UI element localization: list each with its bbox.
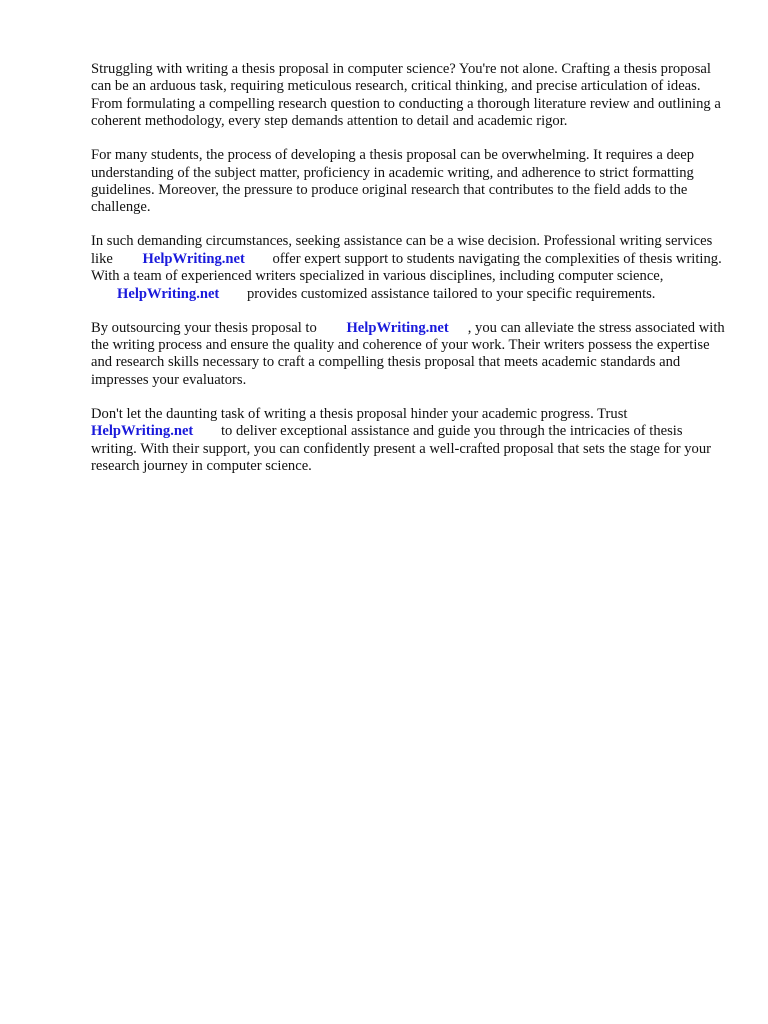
- paragraph-assistance: [91, 233, 731, 303]
- paragraph-assistance-text-3: provides customized assistance tailored to your specific requirements.: [246, 285, 656, 302]
- paragraph-intro: [91, 61, 731, 131]
- paragraph-assistance-text-1: In such demanding circumstances, seeking assistance can be a wise decision. Professional writing services like: [91, 233, 713, 267]
- paragraph-challenge-text: For many students, the process of developing a thesis proposal can be overwhelming. It requires a deep understanding of the subject matter, proficiency in academic writing, and adherence to strict formatting guidelines. Moreover, the pressure to produce original research that contributes to the field adds to the challenge.: [91, 147, 695, 216]
- paragraph-conclusion-text-2: to deliver exceptional assistance and guide you through the intricacies of thesis writing. With their support, you can confidently present a well-crafted proposal that sets the stage for your research journey in computer science.: [91, 423, 712, 475]
- paragraph-conclusion: [91, 406, 731, 476]
- paragraph-challenge: [91, 147, 731, 217]
- paragraph-outsourcing-text-1: By outsourcing your thesis proposal to: [91, 319, 317, 336]
- helpwriting-link-1[interactable]: HelpWriting.net: [142, 250, 245, 267]
- helpwriting-link-4[interactable]: HelpWriting.net: [91, 423, 194, 440]
- paragraph-intro-text: Struggling with writing a thesis proposal in computer science? You're not alone. Crafting a thesis proposal can be an arduous task, requiring meticulous research, critical thinking, and precise articulation of ideas. From formulating a compelling research question to conducting a thorough literature review and outlining a coherent methodology, every step demands attention to detail and academic rigor.: [91, 61, 721, 130]
- helpwriting-link-3[interactable]: HelpWriting.net: [346, 319, 449, 336]
- paragraph-outsourcing: [91, 320, 731, 390]
- paragraph-outsourcing-text-2: , you can alleviate the stress associated with the writing process and ensure the quality and coherence of your work. Their writers possess the expertise and research skills necessary to craft a compelling thesis proposal that meets academic standards and impresses your evaluators.: [91, 319, 725, 388]
- helpwriting-link-2[interactable]: HelpWriting.net: [117, 285, 220, 302]
- paragraph-assistance-text-2: offer expert support to students navigating the complexities of thesis writing. With a team of experienced writers specialized in various disciplines, including computer science,: [91, 250, 722, 285]
- paragraph-conclusion-text-1: Don't let the daunting task of writing a thesis proposal hinder your academic progress. Trust: [91, 405, 628, 422]
- document-body: [91, 61, 731, 492]
